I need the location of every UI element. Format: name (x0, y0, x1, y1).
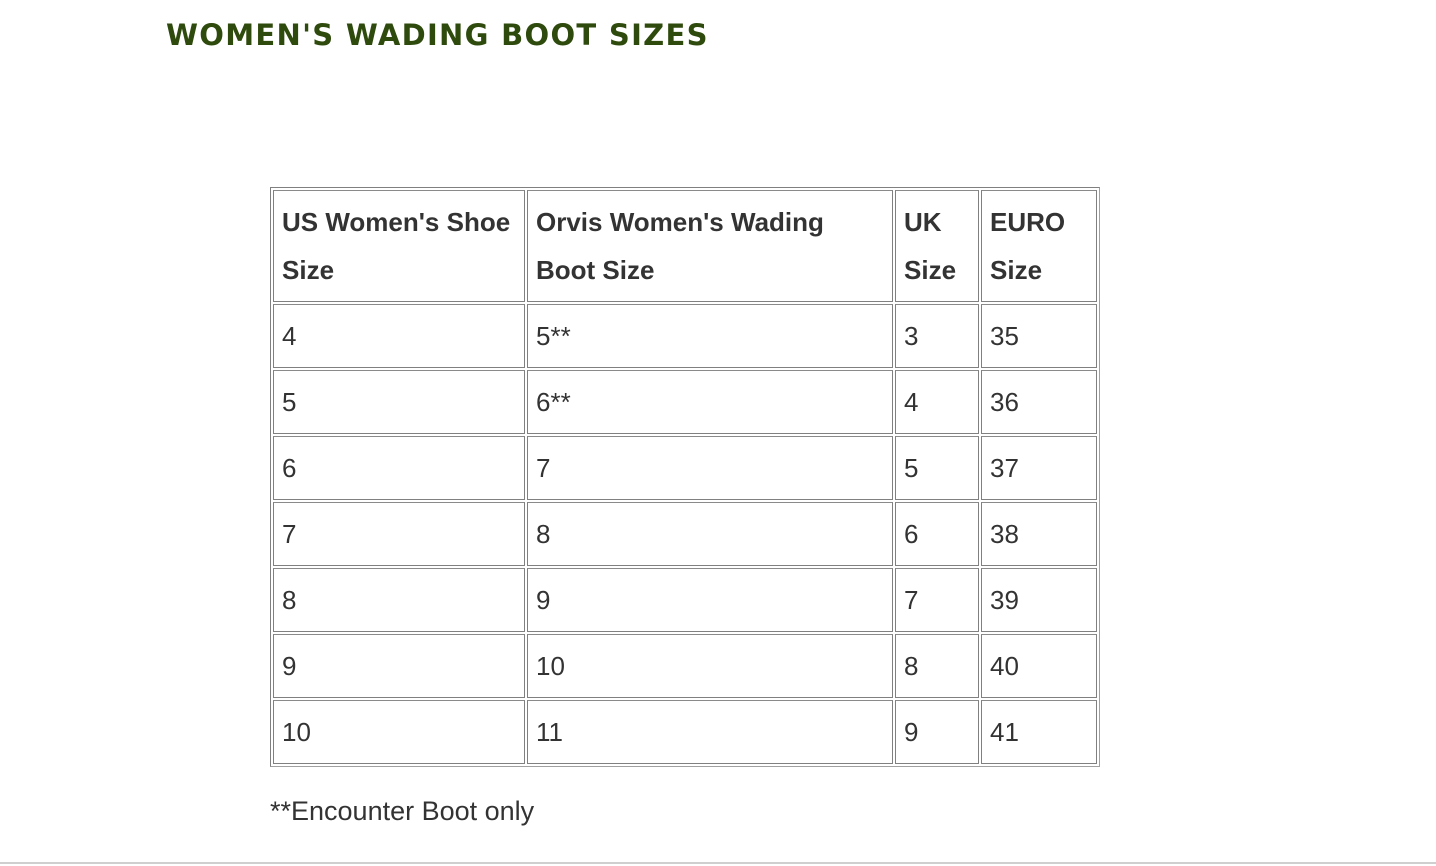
size-chart-table (270, 187, 1100, 767)
header-orvis-wading-boot-size: Orvis Women's Wading Boot Size (527, 190, 893, 302)
bottom-divider (0, 862, 1436, 864)
cell-uk-size: 7 (895, 568, 979, 632)
table-row (273, 502, 1097, 566)
cell-uk-size: 9 (895, 700, 979, 764)
table-row (273, 370, 1097, 434)
cell-euro-size: 37 (981, 436, 1097, 500)
cell-orvis-size: 10 (527, 634, 893, 698)
cell-us-size: 7 (273, 502, 525, 566)
table-header-row (273, 190, 1097, 302)
cell-orvis-size: 11 (527, 700, 893, 764)
footnote: **Encounter Boot only (270, 796, 535, 826)
cell-euro-size: 38 (981, 502, 1097, 566)
table-row (273, 436, 1097, 500)
cell-orvis-size: 6** (527, 370, 893, 434)
cell-us-size: 8 (273, 568, 525, 632)
table-row (273, 304, 1097, 368)
header-us-womens-shoe-size: US Women's Shoe Size (273, 190, 525, 302)
cell-euro-size: 35 (981, 304, 1097, 368)
cell-euro-size: 39 (981, 568, 1097, 632)
cell-orvis-size: 9 (527, 568, 893, 632)
table-row (273, 568, 1097, 632)
table-row (273, 634, 1097, 698)
cell-us-size: 9 (273, 634, 525, 698)
cell-uk-size: 6 (895, 502, 979, 566)
cell-orvis-size: 5** (527, 304, 893, 368)
cell-euro-size: 40 (981, 634, 1097, 698)
cell-orvis-size: 8 (527, 502, 893, 566)
cell-euro-size: 36 (981, 370, 1097, 434)
cell-uk-size: 4 (895, 370, 979, 434)
cell-us-size: 4 (273, 304, 525, 368)
cell-us-size: 10 (273, 700, 525, 764)
header-euro-size: EURO Size (981, 190, 1097, 302)
cell-orvis-size: 7 (527, 436, 893, 500)
cell-uk-size: 5 (895, 436, 979, 500)
table-row (273, 700, 1097, 764)
cell-us-size: 6 (273, 436, 525, 500)
cell-uk-size: 3 (895, 304, 979, 368)
page-title: WOMEN'S WADING BOOT SIZES (166, 18, 709, 52)
header-uk-size: UK Size (895, 190, 979, 302)
cell-uk-size: 8 (895, 634, 979, 698)
cell-us-size: 5 (273, 370, 525, 434)
cell-euro-size: 41 (981, 700, 1097, 764)
